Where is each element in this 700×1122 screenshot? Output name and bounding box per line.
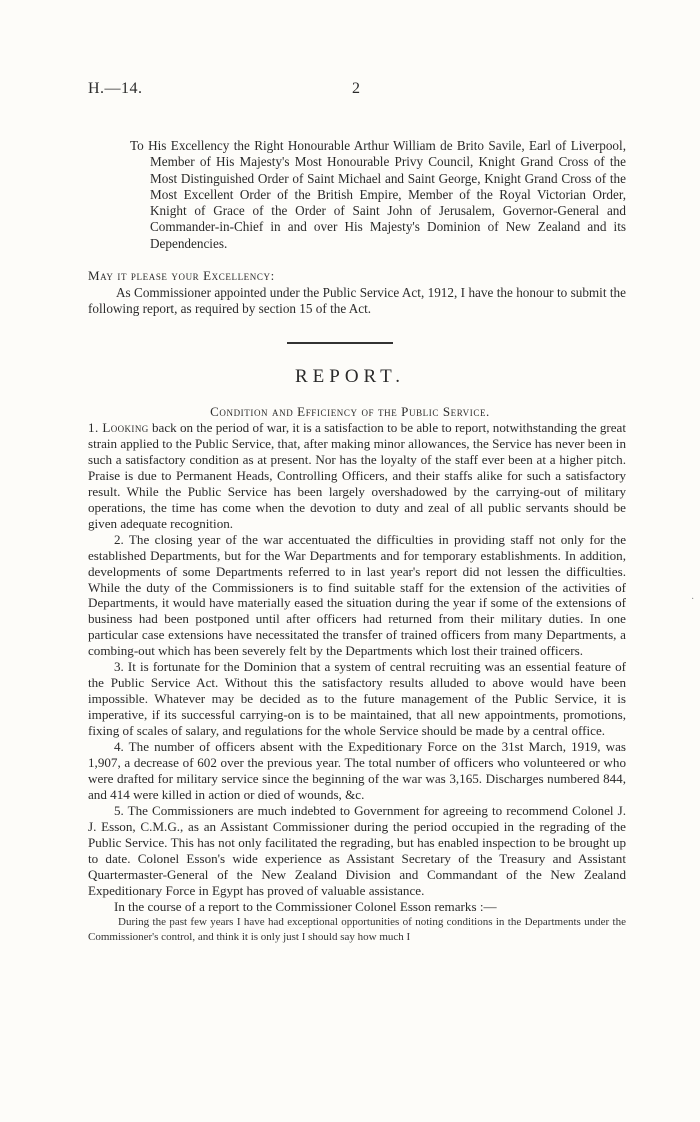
paragraph-3: 3. It is fortunate for the Dominion that a system of central recruiting was an essential feature of the Public Service Act. Without this the satisfactory results alluded to above would have been impossible. Whatever may be decided as to the future management of the Public Service, it is imperative, if its successful carrying-on is to be maintained, that all new appointments, promotions, fixing of scales of salary, and regulations for the whole Service should be made by a central office.	[88, 659, 626, 739]
paragraph-2: 2. The closing year of the war accentuated the difficulties in providing staff not only for the established Departments, but for the War Departments and for temporary establishments. In addition, developments of some Departments referred to in last year's report did not lessen the difficulties. While the duty of the Commissioners is to find suitable staff for the extension of the activities of Departments, it would have materially eased the situation during the year if some of the extensions of business had been postponed until after officers had returned from their military duties. In one particular case extensions have necessitated the transfer of trained officers from many Departments, a combing-out which has been severely felt by the Departments which lost their trained officers.	[88, 531, 626, 659]
paragraph-text: back on the period of war, it is a satisfaction to be able to report, notwithstanding the great strain applied to the Public Service, that, after making minor allowances, the Service has never been in such a satisfactory condition as at present. Nor has the loyalty of the staff ever been at a higher pitch. Praise is due to Permanent Heads, Controlling Officers, and their staffs alike for such a satisfactory result. While the Public Service has been largely overshadowed by the carrying-out of military operations, the time has come when the devotion to duty and zeal of all public servants should be given adequate recognition.	[88, 420, 626, 531]
opening-paragraph: As Commissioner appointed under the Public Service Act, 1912, I have the honour to submit the following report, as required by section 15 of the Act.	[88, 285, 626, 316]
quotation: During the past few years I have had exceptional opportunities of noting conditions in the Departments under the Commissioner's control, and think it is only just I should say how much I	[88, 915, 626, 943]
page-number: 2	[352, 80, 360, 97]
section-heading: Condition and Efficiency of the Public Service.	[210, 404, 490, 419]
margin-mark: ·	[691, 594, 695, 605]
divider-rule	[287, 342, 393, 344]
address-block	[130, 138, 626, 252]
report-title: REPORT.	[294, 366, 406, 387]
address-text: To His Excellency the Right Honourable Arthur William de Brito Savile, Earl of Liverpool, Member of His Majesty's Most Honourable Privy Council, Knight Grand Cross of the Most Distinguished Order of Saint Michael and Saint George, Knight Grand Cross of the Most Excellent Order of the British Empire, Member of the Royal Victorian Order, Knight of Grace of the Order of Saint John of Jerusalem, Governor-General and Commander-in-Chief in and over His Majesty's Dominion of New Zealand and its Dependencies.	[130, 138, 626, 251]
paragraph-5: 5. The Commissioners are much indebted to Government for agreeing to recommend Colonel J. J. Esson, C.M.G., as an Assistant Commissioner during the period occupied in the regrading of the Public Service. This has not only facilitated the regrading, but has enabled inspection to be brought up to date. Colonel Esson's wide experience as Assistant Secretary of the Treasury and Assistant Quartermaster-General of the New Zealand Division and Commandant of the New Zealand Expeditionary Force in Egypt has proved of valuable assistance.	[88, 802, 626, 898]
salutation: May it please your Excellency:	[88, 268, 275, 283]
paragraph-lead: 1. Looking	[88, 420, 149, 435]
paragraph-4: 4. The number of officers absent with the Expeditionary Force on the 31st March, 1919, was 1,907, a decrease of 602 over the previous year. The total number of officers who volunteered or who were drafted for military service since the beginning of the war was 3,165. Discharges numbered 844, and 414 were killed in action or died of wounds, &c.	[88, 739, 626, 802]
paragraph-1	[88, 420, 626, 532]
document-reference: H.—14.	[88, 80, 143, 97]
report-body	[88, 420, 626, 945]
paragraph-6: In the course of a report to the Commissioner Colonel Esson remarks :—	[114, 898, 497, 914]
